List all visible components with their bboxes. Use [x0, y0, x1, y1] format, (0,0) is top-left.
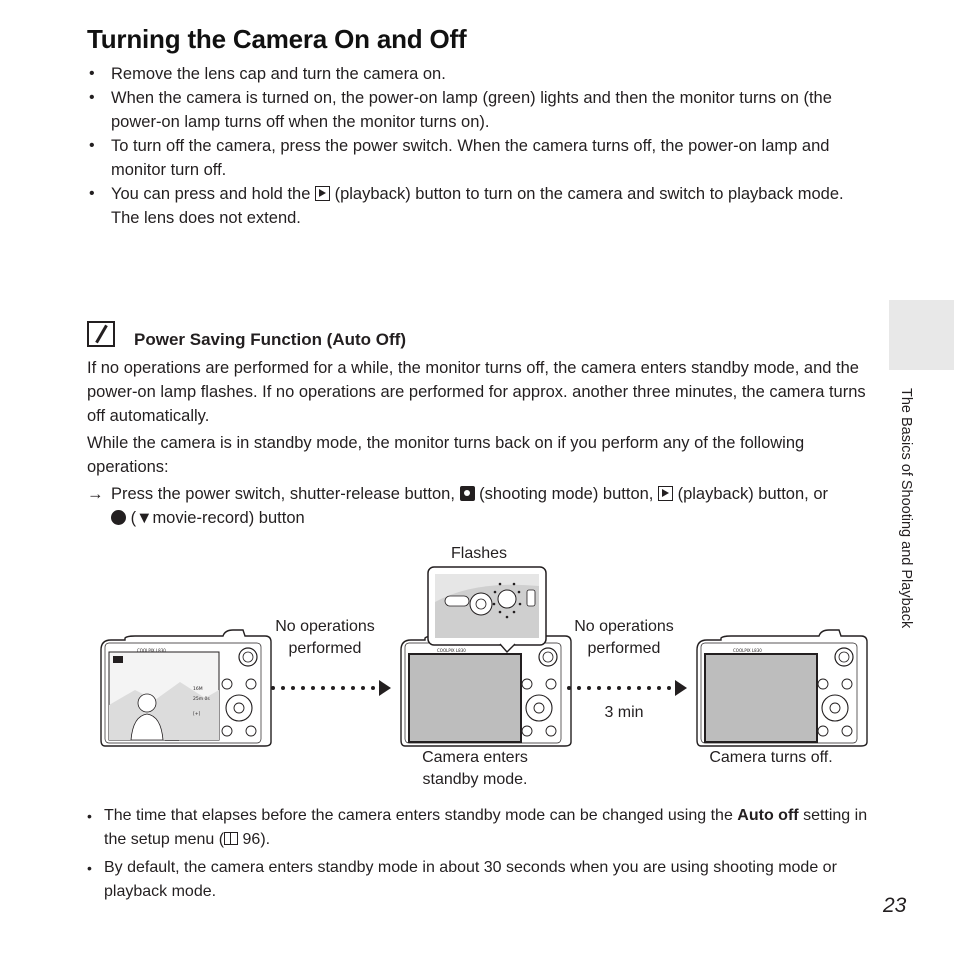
reference-book-icon — [224, 832, 238, 845]
svg-text:16M: 16M — [193, 687, 203, 692]
arrow-icon: → — [87, 485, 104, 503]
dotted-arrow-2 — [567, 680, 687, 696]
page-title: Turning the Camera On and Off — [87, 24, 467, 54]
playback-icon — [658, 486, 673, 501]
playback-icon — [315, 186, 330, 201]
section-label: The Basics of Shooting and Playback — [898, 388, 914, 629]
list-item: • Remove the lens cap and turn the camera on. — [87, 62, 867, 86]
operation-list-item: → Press the power switch, shutter-release button, (shooting mode) button, (playback) button, or (▼movie-record) button — [87, 482, 847, 530]
movie-camera-icon: ▼ — [136, 509, 153, 527]
list-item: • To turn off the camera, press the power switch. When the camera turns off, the power-on lamp and monitor turn off. — [87, 134, 867, 182]
camera-active — [101, 630, 271, 746]
list-item: • By default, the camera enters standby mode in about 30 seconds when you are using shooting mode or playback mode. — [87, 856, 877, 904]
camera-icon — [460, 486, 475, 501]
list-item: • You can press and hold the (playback) button to turn on the camera and switch to playback mode. The lens does not extend. — [87, 182, 867, 230]
auto-off-setting-name: Auto off — [737, 807, 799, 824]
no-operations-label-2: No operations performed — [574, 618, 674, 657]
svg-text:25m 0s: 25m 0s — [193, 697, 210, 702]
duration-label: 3 min — [604, 704, 644, 721]
instruction-list — [87, 62, 867, 230]
standby-label: Camera enters standby mode. — [422, 749, 528, 788]
note-paragraph: While the camera is in standby mode, the monitor turns back on if you perform any of the following operations: — [87, 434, 805, 476]
camera-off — [697, 630, 867, 746]
flash-callout — [428, 567, 546, 652]
record-dot-icon — [111, 510, 126, 525]
list-item: • The time that elapses before the camera enters standby mode can be changed using the Auto off setting in the setup menu ( 96). — [87, 804, 877, 852]
note-pencil-icon — [87, 321, 115, 347]
svg-text:[+]: [+] — [193, 712, 201, 717]
section-tab — [889, 300, 954, 370]
flashes-label: Flashes — [450, 545, 508, 562]
dotted-arrow-1 — [271, 680, 391, 696]
auto-off-diagram — [95, 540, 875, 800]
note-title: Power Saving Function (Auto Off) — [134, 330, 406, 349]
footer-notes — [87, 804, 877, 908]
camera-standby — [401, 630, 571, 746]
list-item: • When the camera is turned on, the power-on lamp (green) lights and then the monitor turns on (the power-on lamp turns off when the monitor turns on). — [87, 86, 867, 134]
no-operations-label-1: No operations performed — [275, 618, 375, 657]
page-number: 23 — [883, 894, 907, 917]
note-header — [87, 318, 406, 350]
note-paragraph: If no operations are performed for a while, the monitor turns off, the camera enters standby mode, and the power-on lamp flashes. If no operations are performed for approx. another three minutes, the camera turns off automatically. — [87, 359, 866, 425]
turns-off-label: Camera turns off. — [709, 749, 833, 766]
